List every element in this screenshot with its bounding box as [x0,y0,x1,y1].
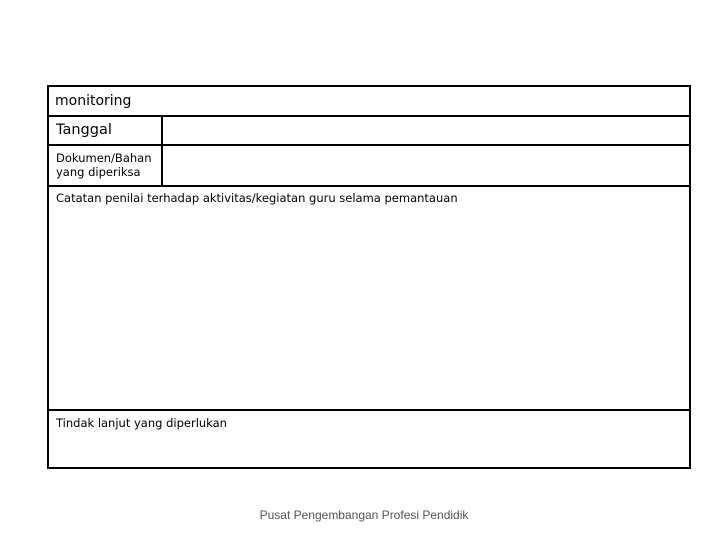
tanggal-field[interactable] [164,117,689,144]
dokumen-field[interactable] [164,146,689,185]
footer-text: Pusat Pengembangan Profesi Pendidik [259,508,469,522]
form-title: monitoring [55,93,132,109]
tanggal-label: Tanggal [56,122,112,138]
tindak-lanjut-label: Tindak lanjut yang diperlukan [56,416,227,430]
row-divider [49,185,689,187]
catatan-label: Catatan penilai terhadap aktivitas/kegiatan guru selama pemantauan [56,191,458,205]
row-divider [49,409,689,411]
monitoring-form [47,85,691,469]
tindak-lanjut-field[interactable] [49,433,689,467]
column-divider [161,115,163,185]
catatan-field[interactable] [49,209,689,407]
dokumen-label: Dokumen/Bahan yang diperiksa [56,151,152,180]
